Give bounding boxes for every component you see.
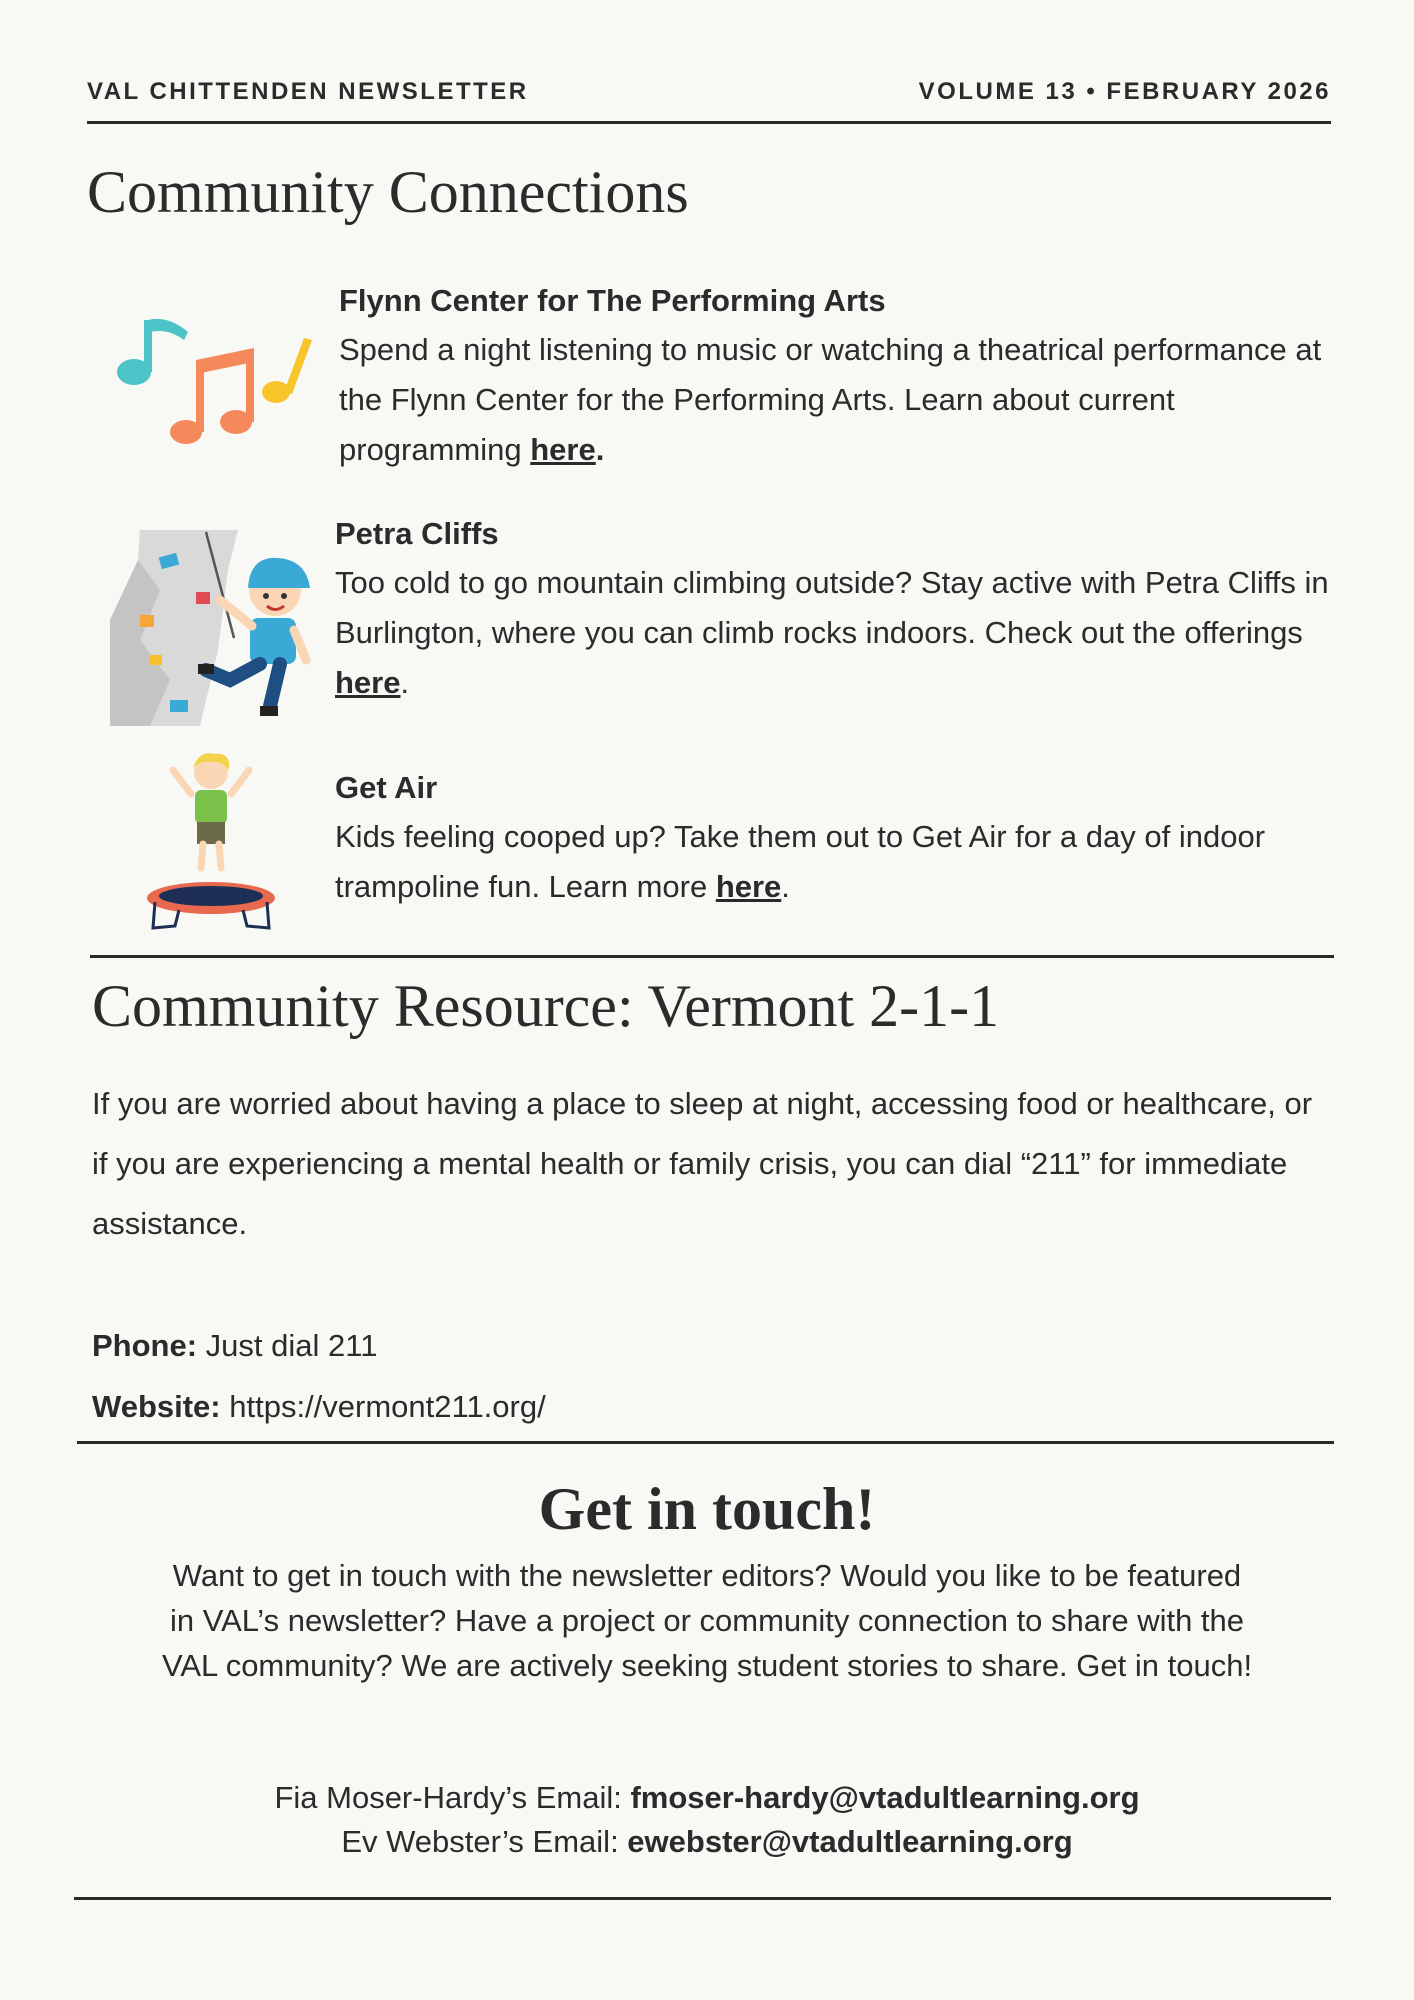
volume-date: VOLUME 13 • FEBRUARY 2026 [918,78,1331,105]
event-title: Flynn Center for The Performing Arts [339,283,886,318]
newsletter-header [87,78,1331,106]
event-description: Too cold to go mountain climbing outside? Stay active with Petra Cliffs in Burlington, where you can climb rocks indoors. Check out the offerings here. [335,565,1329,700]
event-get-air [335,770,1335,912]
trampoline-kid-icon [145,750,280,934]
footer-divider [74,1897,1331,1900]
newsletter-name: VAL CHITTENDEN NEWSLETTER [87,78,529,105]
event-title: Get Air [335,770,438,805]
website-link[interactable]: https://vermont211.org/ [220,1389,546,1424]
phone-line [92,1328,377,1364]
email-line-fia [0,1780,1414,1816]
fia-email-link[interactable]: fmoser-hardy@vtadultlearning.org [630,1780,1140,1815]
website-label: Website: [92,1389,221,1424]
get-in-touch-description: Want to get in touch with the newsletter editors? Would you like to be featured in VAL’s newsletter? Have a project or community connection to share with the VAL community? We are actively seeking student stories to share. Get in touch! [161,1558,1253,1683]
email-label: Fia Moser-Hardy’s Email: [274,1780,631,1815]
event-title: Petra Cliffs [335,516,499,551]
rock-climber-icon [110,530,315,726]
petra-here-link[interactable]: here [335,665,401,700]
event-flynn-center [339,283,1339,475]
music-notes-icon [108,310,313,450]
community-connections-title: Community Connections [87,159,689,225]
website-line [92,1389,546,1425]
resource-description: If you are worried about having a place to sleep at night, accessing food or healthcare, or if you are experiencing a mental health or family crisis, you can dial “211” for immediate assistance. [92,1086,1313,1241]
event-petra-cliffs [335,516,1335,708]
section-divider [77,1441,1334,1444]
header-divider [87,121,1331,124]
get-in-touch-title: Get in touch! [538,1476,876,1542]
event-description: Kids feeling cooped up? Take them out to Get Air for a day of indoor trampoline fun. Learn more here. [335,819,1266,904]
community-resource-title: Community Resource: Vermont 2-1-1 [92,973,1000,1039]
flynn-here-link[interactable]: here [530,432,596,467]
ev-email-link[interactable]: ewebster@vtadultlearning.org [627,1824,1073,1859]
phone-value: Just dial 211 [197,1328,378,1363]
event-description: Spend a night listening to music or watching a theatrical performance at the Flynn Center for the Performing Arts. Learn about current programming here. [339,332,1322,467]
email-line-ev [0,1824,1414,1860]
email-label: Ev Webster’s Email: [341,1824,628,1859]
phone-label: Phone: [92,1328,198,1363]
get-air-here-link[interactable]: here [715,869,782,904]
section-divider [90,955,1334,958]
